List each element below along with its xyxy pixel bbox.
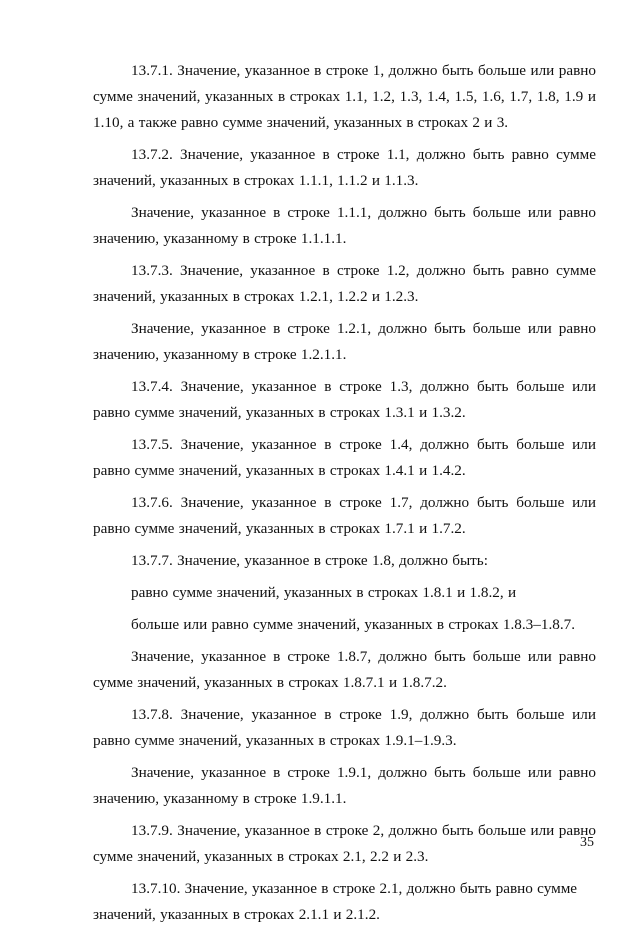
paragraph-13-7-2: 13.7.2. Значение, указанное в строке 1.1, должно быть равно сумме значений, указанных в строках 1.1.1, 1.1.2 и 1.1.3. bbox=[93, 146, 596, 189]
page-number: 35 bbox=[580, 835, 594, 850]
paragraph-13-7-8: 13.7.8. Значение, указанное в строке 1.9, должно быть больше или равно сумме значений, указанных в строках 1.9.1–1.9.3. bbox=[93, 706, 596, 749]
paragraph-13-7-7-item-2: больше или равно сумме значений, указанных в строках 1.8.3–1.8.7. bbox=[131, 616, 576, 633]
paragraph-13-7-1: 13.7.1. Значение, указанное в строке 1, должно быть больше или равно сумме значений, указанных в строках 1.1, 1.2, 1.3, 1.4, 1.5, 1.6, 1.7, 1.8, 1.9 и 1.10, а также равно сумме значений, указанных в строках 2 и 3. bbox=[93, 62, 596, 131]
paragraph-13-7-10: 13.7.10. Значение, указанное в строке 2.1, должно быть равно сумме значений, указанных в строках 2.1.1 и 2.1.2. bbox=[93, 880, 578, 923]
paragraph-13-7-5: 13.7.5. Значение, указанное в строке 1.4, должно быть больше или равно сумме значений, указанных в строках 1.4.1 и 1.4.2. bbox=[93, 436, 596, 479]
paragraph-13-7-8-note: Значение, указанное в строке 1.9.1, должно быть больше или равно значению, указанному в строке 1.9.1.1. bbox=[93, 764, 596, 807]
paragraph-13-7-9: 13.7.9. Значение, указанное в строке 2, должно быть больше или равно сумме значений, указанных в строках 2.1, 2.2 и 2.3. bbox=[93, 822, 596, 865]
paragraph-13-7-7: 13.7.7. Значение, указанное в строке 1.8, должно быть: bbox=[131, 552, 488, 569]
paragraph-13-7-6: 13.7.6. Значение, указанное в строке 1.7, должно быть больше или равно сумме значений, указанных в строках 1.7.1 и 1.7.2. bbox=[93, 494, 596, 537]
paragraph-13-7-7-note: Значение, указанное в строке 1.8.7, должно быть больше или равно сумме значений, указанных в строках 1.8.7.1 и 1.8.7.2. bbox=[93, 648, 596, 691]
paragraph-13-7-3-note: Значение, указанное в строке 1.2.1, должно быть больше или равно значению, указанному в строке 1.2.1.1. bbox=[93, 320, 596, 363]
paragraph-13-7-7-item-1: равно сумме значений, указанных в строках 1.8.1 и 1.8.2, и bbox=[131, 584, 517, 601]
document-body bbox=[93, 58, 596, 934]
paragraph-13-7-2-note: Значение, указанное в строке 1.1.1, должно быть больше или равно значению, указанному в строке 1.1.1.1. bbox=[93, 204, 596, 247]
paragraph-13-7-4: 13.7.4. Значение, указанное в строке 1.3, должно быть больше или равно сумме значений, указанных в строках 1.3.1 и 1.3.2. bbox=[93, 378, 596, 421]
paragraph-13-7-3: 13.7.3. Значение, указанное в строке 1.2, должно быть равно сумме значений, указанных в строках 1.2.1, 1.2.2 и 1.2.3. bbox=[93, 262, 596, 305]
